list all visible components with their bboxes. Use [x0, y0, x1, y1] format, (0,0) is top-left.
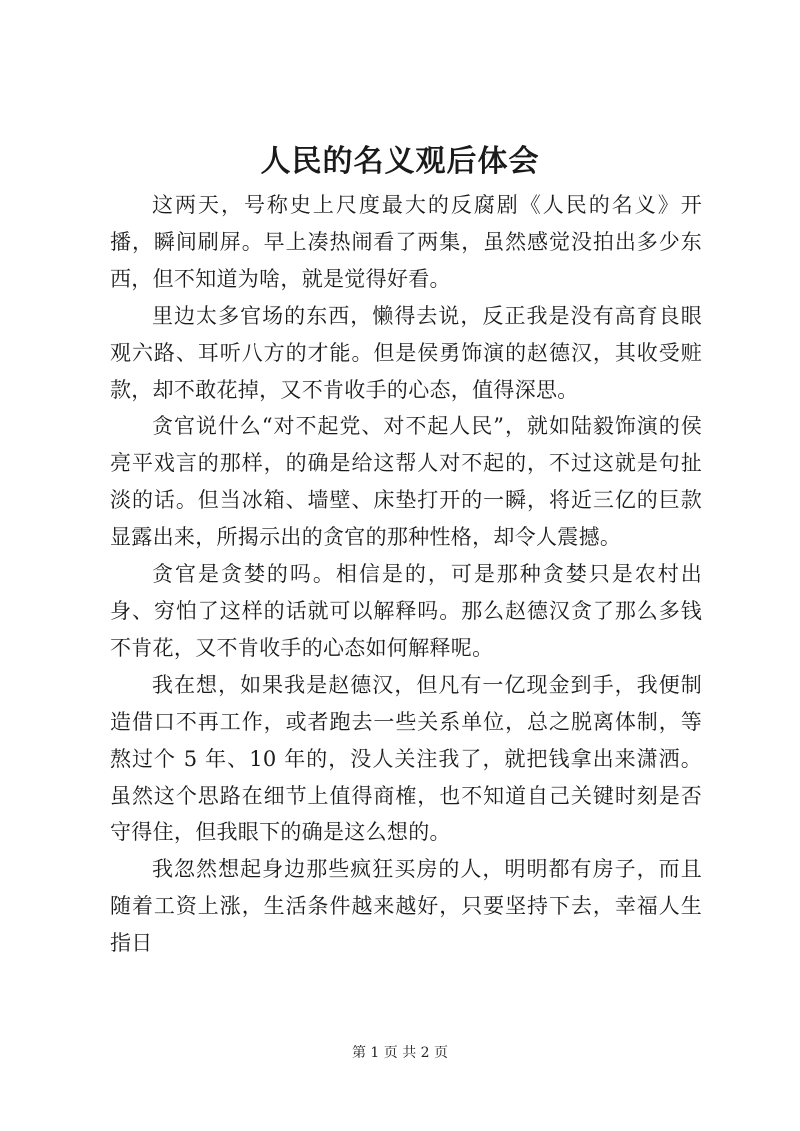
paragraph-2: 里边太多官场的东西，懒得去说，反正我是没有高育良眼观六路、耳听八方的才能。但是侯勇饰演的赵德汉，其收受赃款，却不敢花掉，又不肯收手的心态，值得深思。	[110, 303, 702, 402]
paragraph-5: 我在想，如果我是赵德汉，但凡有一亿现金到手，我便制造借口不再工作，或者跑去一些关系单位，总之脱离体制，等熬过个 5 年、10 年的，没人关注我了，就把钱拿出来潇洒。虽然这个思路在细节上值得商榷，也不知道自己关键时刻是否守得住，但我眼下的确是这么想的。	[110, 672, 702, 845]
document-body	[110, 187, 702, 962]
document-title: 人民的名义观后体会	[260, 144, 540, 179]
paragraph-1: 这两天，号称史上尺度最大的反腐剧《人民的名义》开播，瞬间刷屏。早上凑热闹看了两集，虽然感觉没拍出多少东西，但不知道为啥，就是觉得好看。	[110, 193, 702, 291]
page-number-footer: 第 1 页 共 2 页	[351, 1045, 449, 1061]
paragraph-3: 贪官说什么“对不起党、对不起人民”，就如陆毅饰演的侯亮平戏言的那样，的确是给这帮人对不起的，不过这就是句扯淡的话。但当冰箱、墙壁、床垫打开的一瞬，将近三亿的巨款显露出来，所揭示出的贪官的那种性格，却令人震撼。	[110, 414, 702, 550]
paragraph-4: 贪官是贪婪的吗。相信是的，可是那种贪婪只是农村出身、穷怕了这样的话就可以解释吗。那么赵德汉贪了那么多钱不肯花，又不肯收手的心态如何解释呢。	[110, 562, 702, 660]
paragraph-6: 我忽然想起身边那些疯狂买房的人，明明都有房子，而且随着工资上涨，生活条件越来越好，只要坚持下去，幸福人生指日	[110, 857, 702, 956]
